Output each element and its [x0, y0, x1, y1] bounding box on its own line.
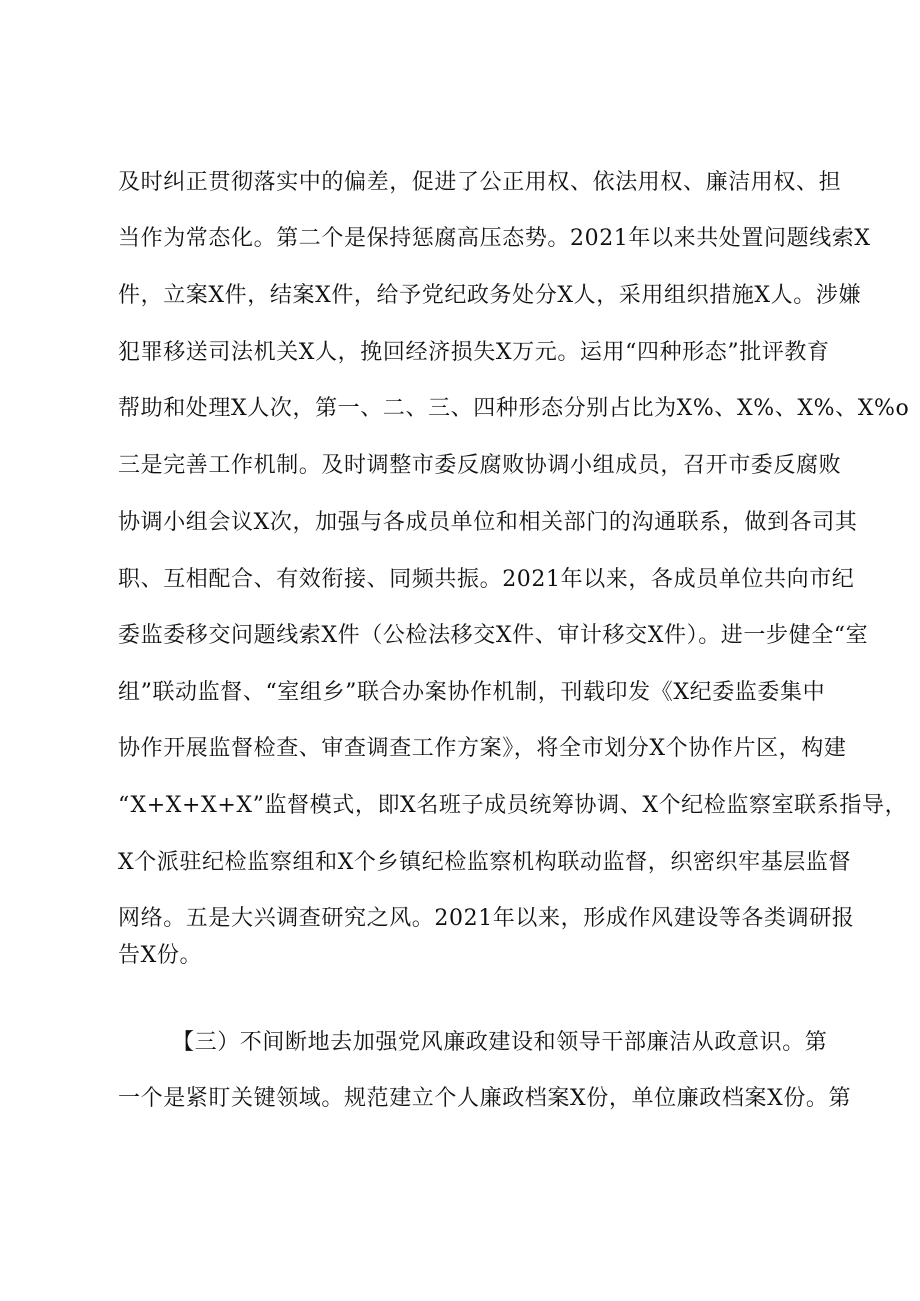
paragraph-2-line-2: 一个是紧盯关键领域。规范建立个人廉政档案X份，单位廉政档案X份。第	[118, 1086, 852, 1111]
paragraph-1-line-7: 协调小组会议X次，加强与各成员单位和相关部门的沟通联系，做到各司其	[118, 510, 858, 535]
paragraph-1-line-6: 三是完善工作机制。及时调整市委反腐败协调小组成员，召开市委反腐败	[118, 453, 842, 478]
paragraph-1-line-13: X个派驻纪检监察组和X个乡镇纪检监察机构联动监督，织密织牢基层监督	[118, 850, 852, 875]
paragraph-1-line-12: “X+X+X+X”监督模式，即X名班子成员统筹协调、X个纪检监察室联系指导，	[118, 793, 908, 818]
paragraph-1-line-10: 组”联动监督、“室组乡”联合办案协作机制，刊载印发《X纪委监委集中	[118, 680, 826, 705]
paragraph-1-line-1: 及时纠正贯彻落实中的偏差，促进了公正用权、依法用权、廉洁用权、担	[118, 170, 842, 195]
paragraph-2-line-1: 【三）不间断地去加强党风廉政建设和领导干部廉洁从政意识。第	[172, 1030, 828, 1055]
paragraph-1-line-8: 职、互相配合、有效衔接、同频共振。2021年以来，各成员单位共向市纪	[118, 567, 855, 592]
paragraph-1-line-4: 犯罪移送司法机关X人，挽回经济损失X万元。运用“四种形态”批评教育	[118, 340, 830, 365]
paragraph-1-line-15: 告X份。	[118, 943, 203, 968]
paragraph-1-line-14: 网络。五是大兴调查研究之风。2021年以来，形成作风建设等各类调研报	[118, 906, 855, 931]
paragraph-1-line-9: 委监委移交问题线索X件（公检法移交X件、审计移交X件）。进一步健全“室	[118, 623, 869, 648]
paragraph-1-line-5: 帮助和处理X人次，第一、二、三、四种形态分别占比为X%、X%、X%、X%o	[118, 396, 910, 421]
paragraph-1-line-3: 件，立案X件，结案X件，给予党纪政务处分X人，采用组织措施X人。涉嫌	[118, 283, 862, 308]
paragraph-1-line-11: 协作开展监督检查、审查调查工作方案》，将全市划分X个协作片区，构建	[118, 736, 847, 761]
paragraph-1-line-2: 当作为常态化。第二个是保持惩腐高压态势。2021年以来共处置问题线索X	[118, 226, 871, 251]
